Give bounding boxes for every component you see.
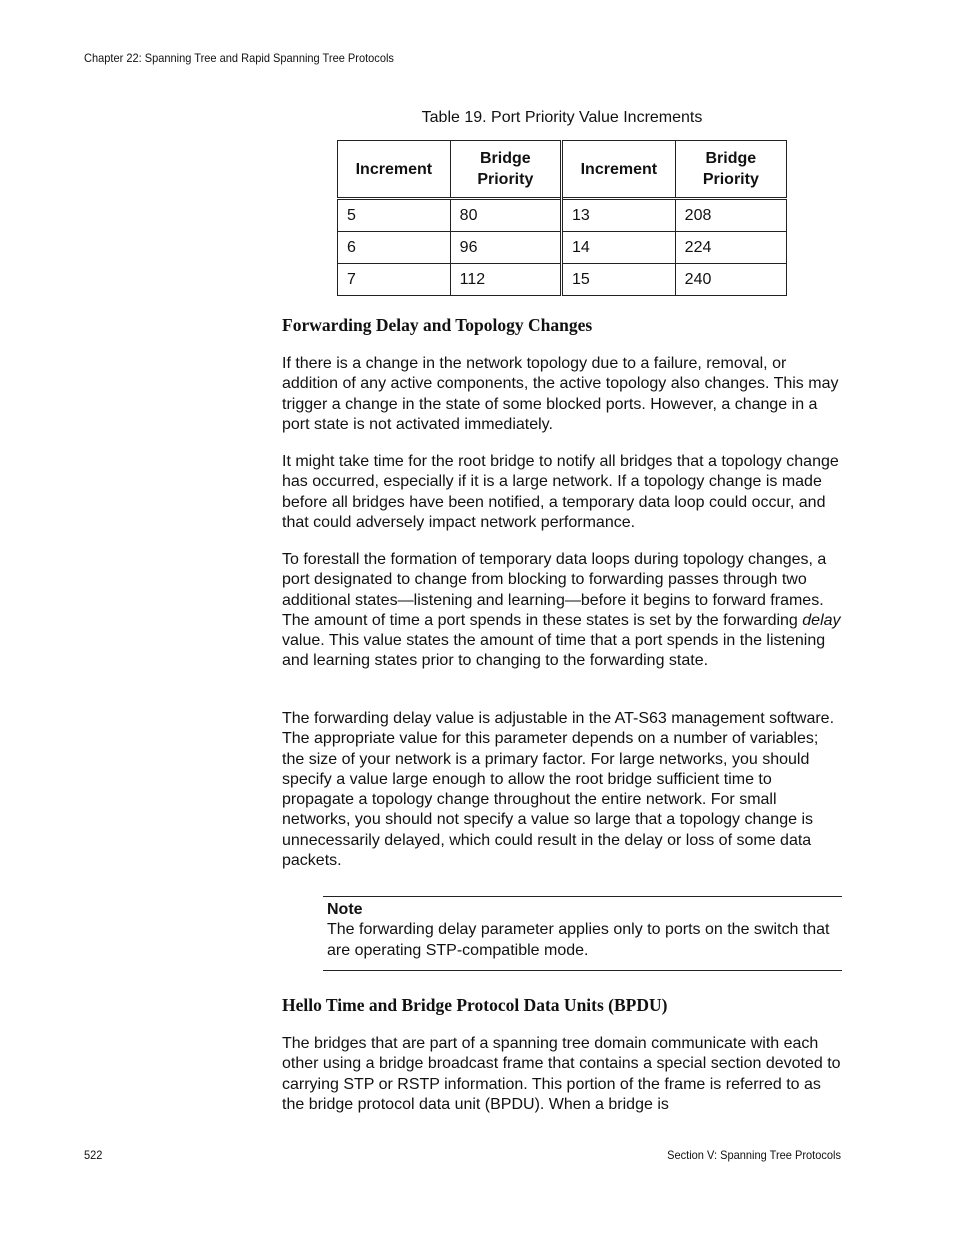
table-cell: 96 [450,232,561,264]
section-footer: Section V: Spanning Tree Protocols [667,1148,841,1162]
section-heading-forwarding-delay: Forwarding Delay and Topology Changes [282,315,593,335]
note-box [323,896,842,971]
paragraph [282,550,844,672]
table-header-row [338,141,787,199]
table-cell: 80 [450,199,561,232]
table-caption: Table 19. Port Priority Value Increments [421,109,703,126]
table-cell: 208 [675,199,786,232]
emphasis-delay: delay [802,611,841,629]
col-header-increment: Increment [562,141,676,199]
col-header-increment: Increment [338,141,451,199]
table-cell: 5 [338,199,451,232]
table-row [338,232,787,264]
note-text: The forwarding delay parameter applies only to ports on the switch that are operating STP-compatible mode. [327,921,830,959]
table-cell: 224 [675,232,786,264]
paragraph: If there is a change in the network topology due to a failure, removal, or addition of any active components, the active topology also changes. This may trigger a change in the state of some blocked ports. However, a change in a port state is not activated immediately. [282,355,839,433]
section-heading-hello-time: Hello Time and Bridge Protocol Data Units (BPDU) [282,995,668,1015]
paragraph: It might take time for the root bridge to notify all bridges that a topology change has occurred, especially if it is a large network. If a topology change is made before all bridges have been notified, a temporary data loop could occur, and that could adversely impact network performance. [282,453,839,531]
table-cell: 15 [562,264,676,296]
note-title: Note [327,901,363,918]
page-number: 522 [84,1148,103,1162]
table-cell: 240 [675,264,786,296]
table-row [338,264,787,296]
col-header-bridge-priority: Bridge Priority [675,141,786,199]
port-priority-table [337,140,787,296]
paragraph: The forwarding delay value is adjustable in the AT-S63 management software. The appropriate value for this parameter depends on a number of variables; the size of your network is a primary factor. For large networks, you should specify a value large enough to allow the root bridge sufficient time to propagate a topology change throughout the entire network. For small networks, you should not specify a value so large that a topology change is unnecessarily delayed, which could result in the delay or loss of some data packets. [282,710,835,870]
table-cell: 112 [450,264,561,296]
running-head: Chapter 22: Spanning Tree and Rapid Spanning Tree Protocols [84,51,394,65]
paragraph: The bridges that are part of a spanning tree domain communicate with each other using a bridge broadcast frame that contains a special section devoted to carrying STP or RSTP information. This portion of the frame is referred to as the bridge protocol data unit (BPDU). When a bridge is [282,1035,841,1113]
table-row [338,199,787,232]
table-cell: 13 [562,199,676,232]
col-header-bridge-priority: Bridge Priority [450,141,561,199]
table-cell: 14 [562,232,676,264]
paragraph-text: To forestall the formation of temporary data loops during topology changes, a port designated to change from blocking to forwarding passes through two additional states—listening and learning—before it begins to forward frames. The amount of time a port spends in these states is set by the forwarding [282,551,827,629]
paragraph-text: value. This value states the amount of time that a port spends in the listening and learning states prior to changing to the forwarding state. [282,632,826,670]
table-cell: 7 [338,264,451,296]
table-cell: 6 [338,232,451,264]
